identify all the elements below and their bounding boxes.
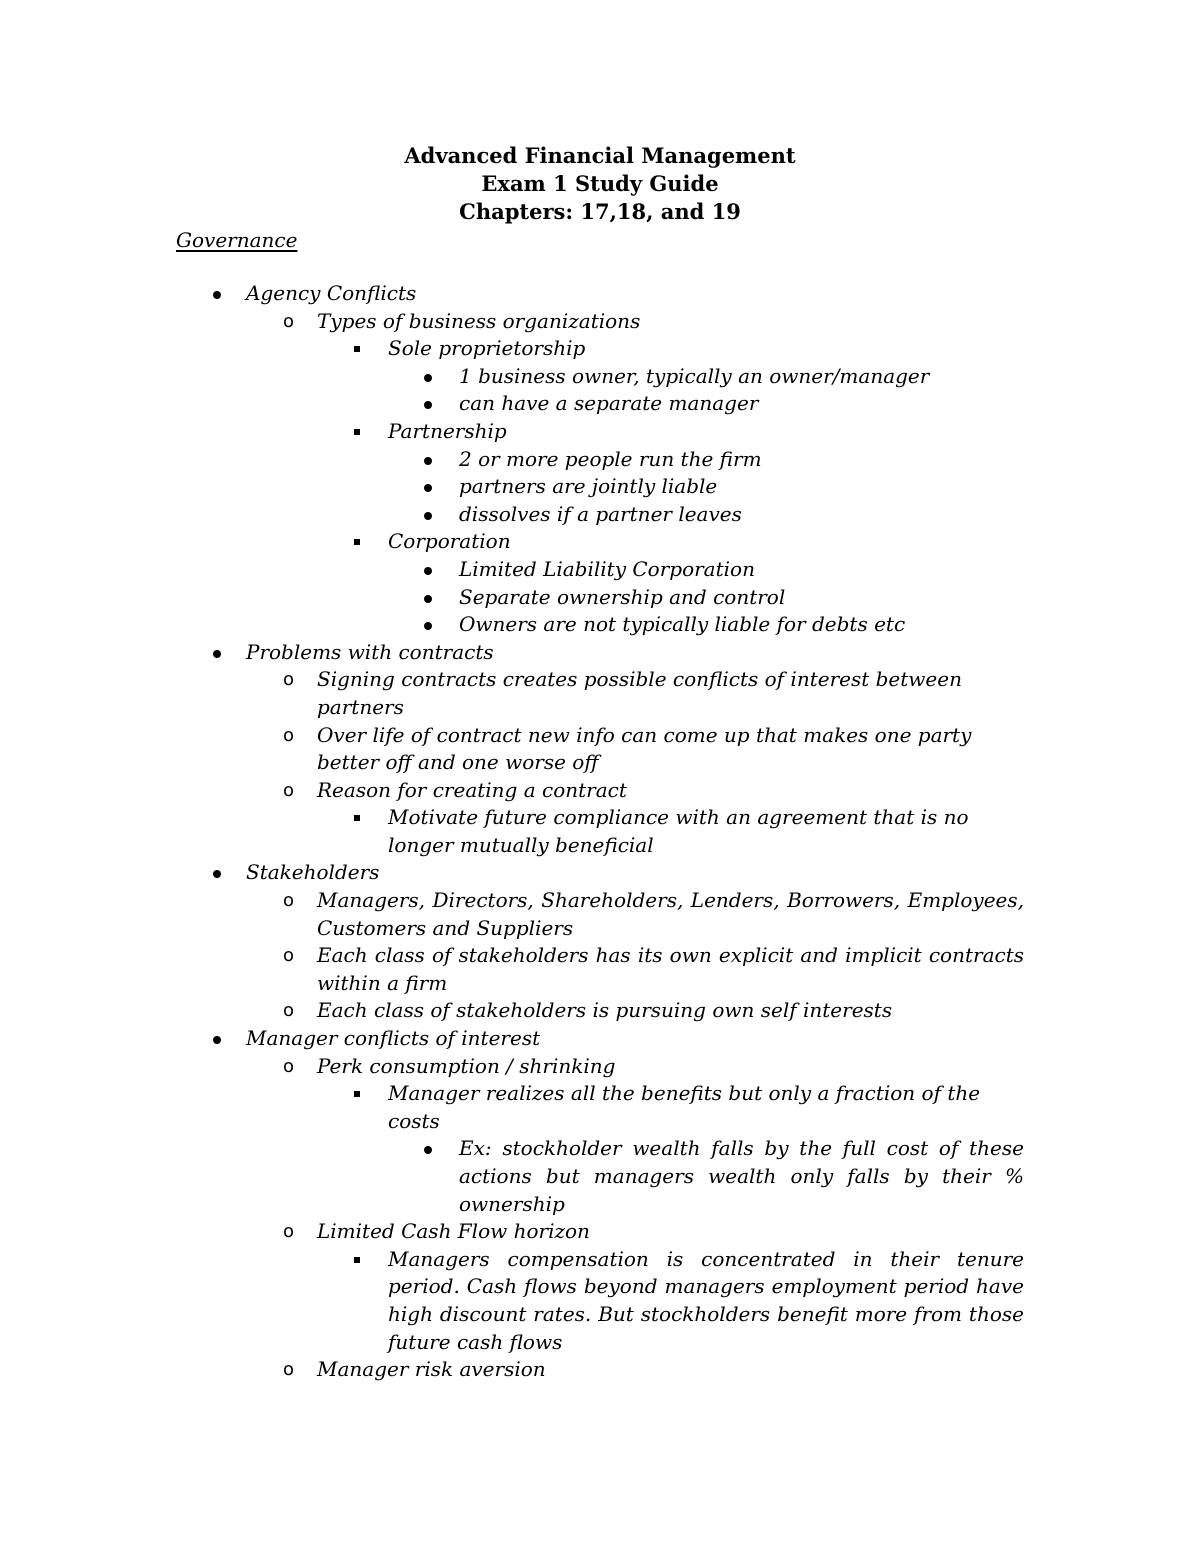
outline-item-text: Signing contracts creates possible conflicts of interest between partners <box>317 667 962 719</box>
bullet-circle-icon: o <box>283 1055 295 1077</box>
outline-item-text: Manager risk aversion <box>317 1357 546 1382</box>
outline-item-text: Corporation <box>388 529 511 554</box>
outline-item-level-3 <box>0 804 1200 859</box>
outline-item-level-3 <box>0 1246 1200 1356</box>
outline-item-level-2 <box>0 1218 1200 1246</box>
outline-item-level-4 <box>0 1135 1200 1218</box>
bullet-circle-icon: o <box>283 310 295 332</box>
outline-item-text: Perk consumption / shrinking <box>317 1053 616 1078</box>
bullet-circle-icon: o <box>283 779 295 801</box>
bullet-circle-icon: o <box>283 945 295 967</box>
outline-item-text: Partnership <box>388 418 507 443</box>
outline-item-text: 2 or more people run the firm <box>459 446 762 471</box>
outline-item-text: Managers, Directors, Shareholders, Lenders, Borrowers, Employees, Customers and Suppliers <box>317 888 1024 940</box>
outline-item-text: dissolves if a partner leaves <box>459 501 742 526</box>
bullet-circle-icon: o <box>283 669 295 691</box>
outline-item-text: 1 business owner, typically an owner/manager <box>459 363 930 388</box>
outline-item-level-3 <box>0 528 1200 556</box>
outline-item-level-2 <box>0 1356 1200 1384</box>
outline-item-level-4 <box>0 584 1200 612</box>
outline-item-text: Types of business organizations <box>317 308 641 333</box>
outline-item-level-3 <box>0 1080 1200 1135</box>
outline-item-text: Motivate future compliance with an agreement that is no longer mutually beneficial <box>388 805 969 857</box>
outline-item-text: Ex: stockholder wealth falls by the full cost of these actions but managers wealth only falls by their % ownership <box>459 1136 1024 1216</box>
outline-item-text: Over life of contract new info can come up that makes one party better off and one worse off <box>317 722 972 775</box>
outline-item-level-3 <box>0 335 1200 363</box>
outline-item-level-4 <box>0 556 1200 584</box>
bullet-circle-icon: o <box>283 1221 295 1243</box>
outline-item-level-4 <box>0 363 1200 391</box>
outline-item-level-2 <box>0 308 1200 336</box>
outline-item-level-2 <box>0 997 1200 1025</box>
document-title: Advanced Financial Management <box>404 143 796 168</box>
outline-item-level-4 <box>0 446 1200 474</box>
outline-item-level-2 <box>0 722 1200 777</box>
outline-item-level-2 <box>0 887 1200 942</box>
bullet-circle-icon: o <box>283 890 295 912</box>
document-subtitle: Exam 1 Study Guide <box>481 171 719 196</box>
outline-item-level-2 <box>0 942 1200 997</box>
outline-item-level-3 <box>0 418 1200 446</box>
outline-item-text: Manager conflicts of interest <box>246 1026 541 1051</box>
outline-item-text: Owners are not typically liable for debts etc <box>459 612 906 637</box>
outline-item-text: Reason for creating a contract <box>317 777 627 802</box>
title-block <box>0 142 1200 226</box>
outline-item-level-1 <box>0 1025 1200 1053</box>
outline-item-text: Stakeholders <box>246 860 380 885</box>
outline-item-level-4 <box>0 611 1200 639</box>
bullet-circle-icon: o <box>283 724 295 746</box>
outline-item-level-4 <box>0 501 1200 529</box>
outline-item-text: partners are jointly liable <box>459 474 718 499</box>
outline-item-text: Agency Conflicts <box>246 281 417 305</box>
outline-item-text: Separate ownership and control <box>459 584 786 609</box>
outline-list <box>0 280 1200 1384</box>
outline-item-text: Each class of stakeholders has its own explicit and implicit contracts within a firm <box>317 943 1024 995</box>
outline-item-text: Limited Cash Flow horizon <box>317 1219 590 1244</box>
section-heading-governance: Governance <box>176 228 298 252</box>
outline-item-level-1 <box>0 280 1200 308</box>
outline-item-text: Each class of stakeholders is pursuing own self interests <box>317 998 893 1023</box>
document-chapters: Chapters: 17,18, and 19 <box>459 199 741 224</box>
outline-item-text: Manager realizes all the benefits but only a fraction of the costs <box>388 1081 981 1133</box>
outline-item-text: Managers compensation is concentrated in their tenure period. Cash flows beyond managers employment period have high discount rates. But stockholders benefit more from those future cash flows <box>388 1246 1024 1354</box>
outline-item-level-1 <box>0 639 1200 667</box>
outline-item-level-1 <box>0 859 1200 887</box>
bullet-circle-icon: o <box>283 1000 295 1022</box>
outline-item-level-2 <box>0 777 1200 805</box>
outline-item-level-2 <box>0 666 1200 721</box>
outline-item-level-4 <box>0 473 1200 501</box>
outline-item-text: Sole proprietorship <box>388 336 586 361</box>
outline-item-level-2 <box>0 1053 1200 1081</box>
bullet-circle-icon: o <box>283 1359 295 1381</box>
outline-item-text: Limited Liability Corporation <box>459 556 755 581</box>
outline-item-text: can have a separate manager <box>459 391 759 416</box>
outline-item-text: Problems with contracts <box>246 639 494 664</box>
outline-item-level-4 <box>0 390 1200 418</box>
